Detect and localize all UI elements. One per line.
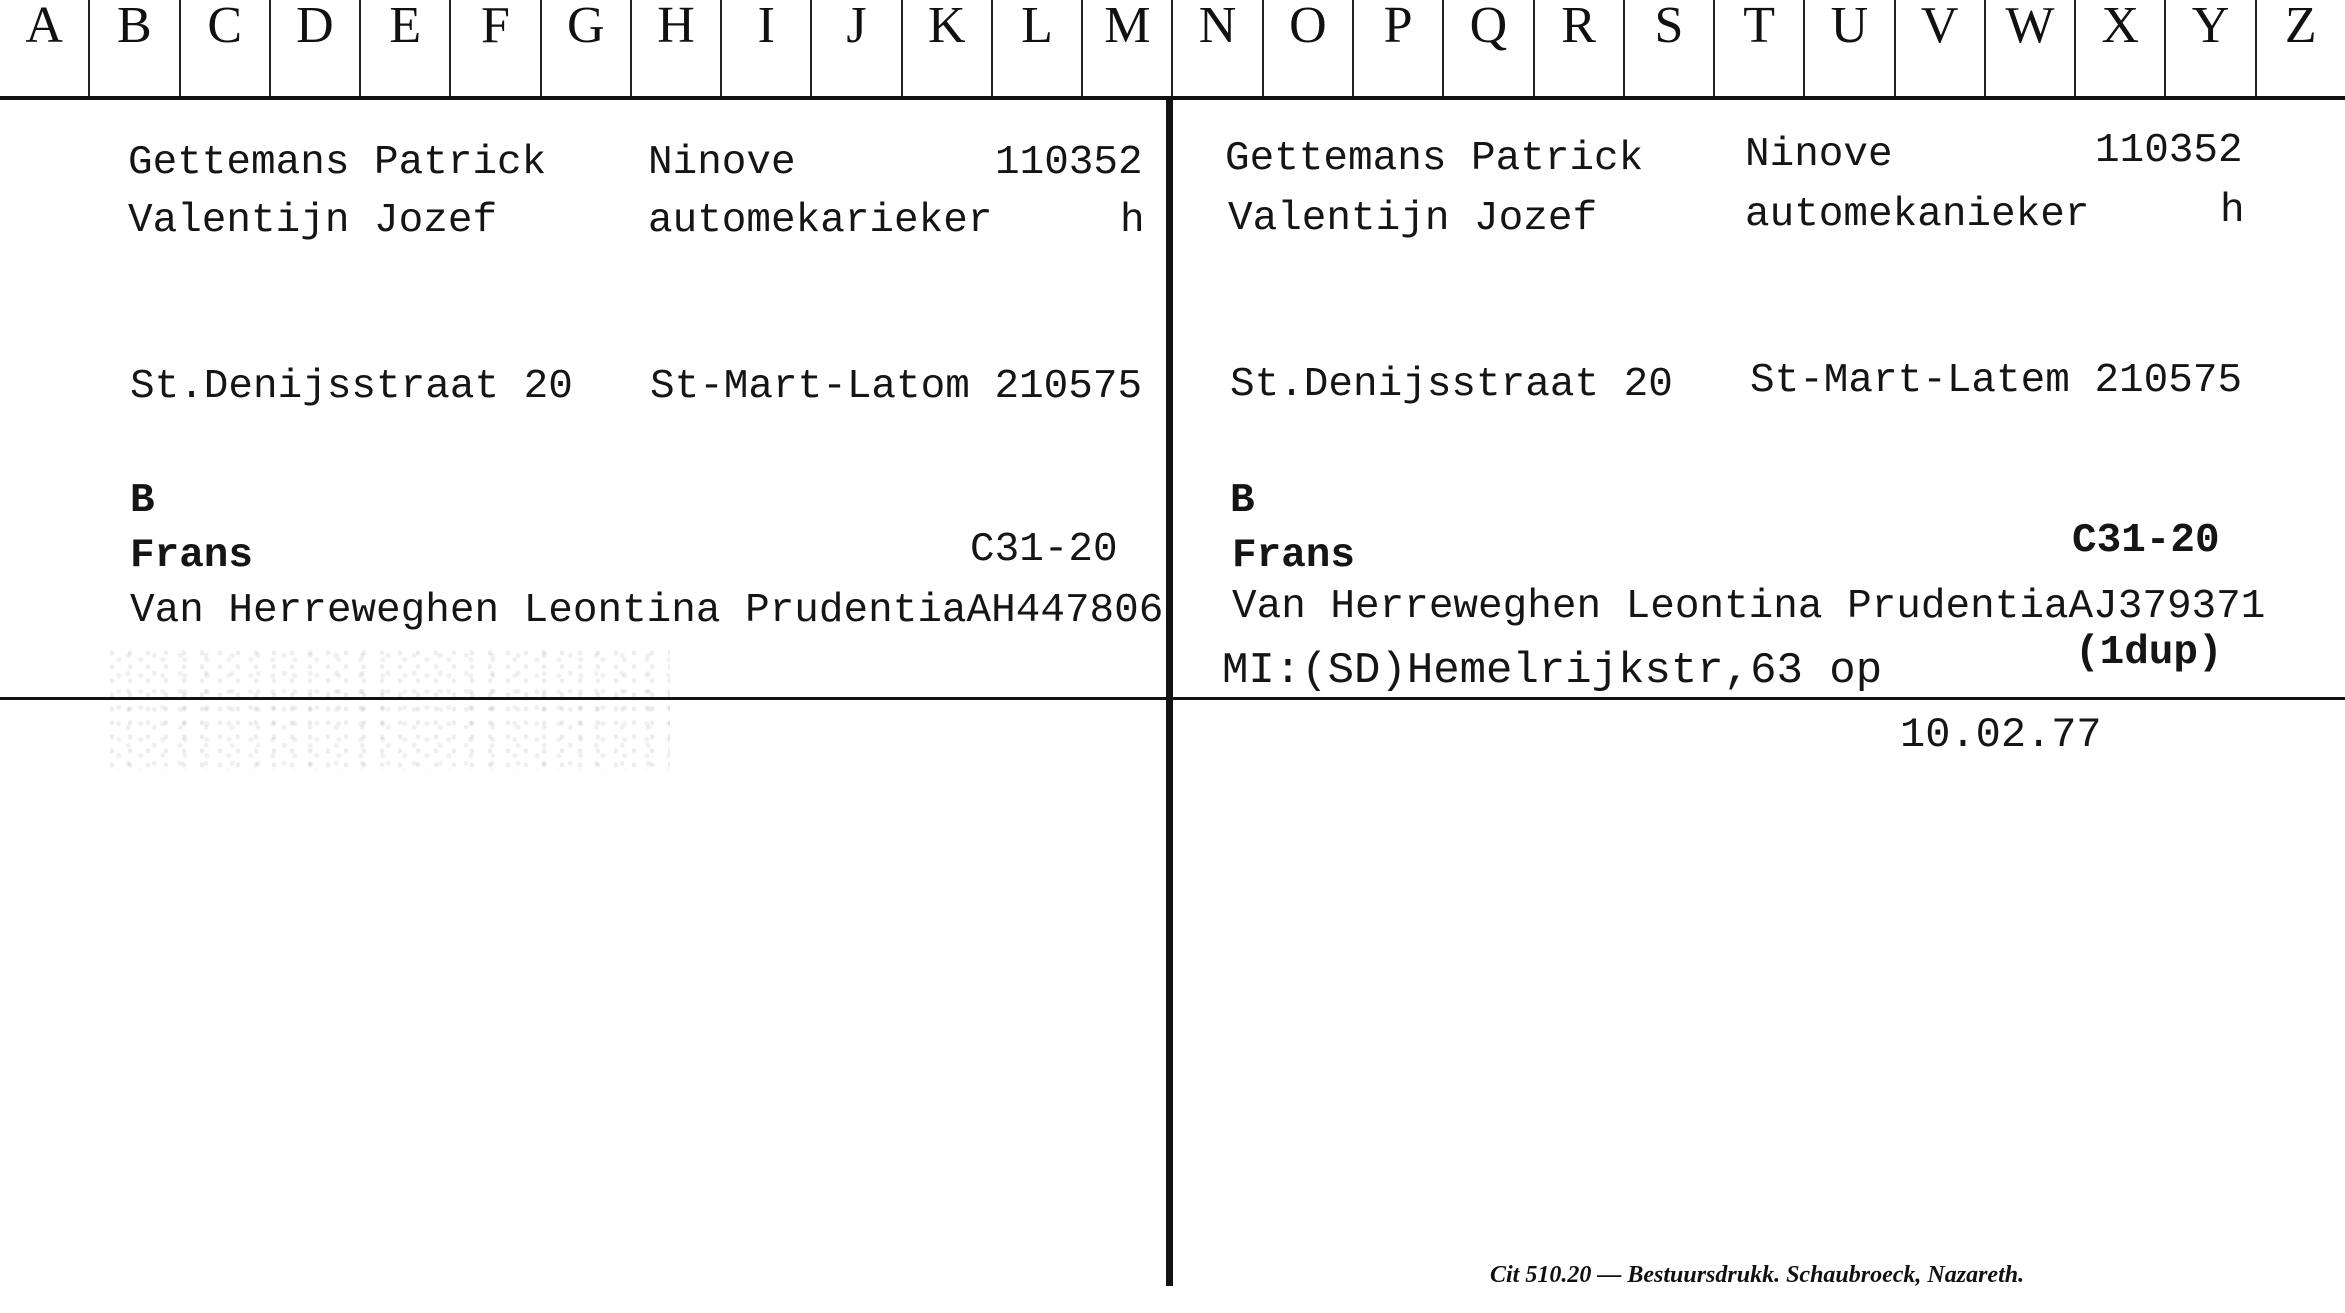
right-date: 10.02.77 (1900, 711, 2102, 759)
left-code: 110352 (995, 140, 1143, 186)
right-first-name: Frans (1232, 533, 1356, 579)
index-letter-b: B (90, 0, 180, 96)
left-parent: Valentijn Jozef (128, 198, 498, 244)
index-letter-q: Q (1444, 0, 1534, 96)
index-letter-x: X (2076, 0, 2166, 96)
right-marker: h (2220, 188, 2245, 234)
index-letter-m: M (1083, 0, 1173, 96)
left-letter: B (130, 478, 155, 524)
right-name: Gettemans Patrick (1225, 136, 1644, 182)
right-spouse-line: Van Herreweghen Leontina PrudentiaAJ379371 (1232, 584, 2266, 630)
left-address: St.Denijsstraat 20 (130, 364, 573, 410)
index-letter-h: H (632, 0, 722, 96)
index-letter-u: U (1805, 0, 1895, 96)
index-letter-o: O (1264, 0, 1354, 96)
index-letter-s: S (1625, 0, 1715, 96)
index-letter-d: D (271, 0, 361, 96)
left-city: Ninove (648, 140, 796, 186)
left-first-name: Frans (130, 533, 254, 579)
index-letter-l: L (993, 0, 1083, 96)
faded-smudge (110, 650, 670, 770)
index-letter-y: Y (2166, 0, 2256, 96)
printer-imprint: Cit 510.20 — Bestuursdrukk. Schaubroeck, Nazareth. (1490, 1262, 2025, 1288)
index-letter-f: F (451, 0, 541, 96)
index-letter-p: P (1354, 0, 1444, 96)
left-ref: C31-20 (970, 527, 1118, 573)
right-ref: C31-20 (2072, 518, 2220, 564)
index-letter-v: V (1896, 0, 1986, 96)
left-spouse-line: Van Herreweghen Leontina PrudentiaAH447806 (130, 588, 1164, 634)
left-place: St-Mart-Latom 210575 (650, 364, 1143, 410)
index-letter-g: G (542, 0, 632, 96)
right-occupation: automekanieker (1745, 192, 2090, 238)
right-dup-note: (1dup) (2075, 630, 2223, 676)
index-letter-n: N (1173, 0, 1263, 96)
index-letter-a: A (0, 0, 90, 96)
index-letter-c: C (181, 0, 271, 96)
index-letter-z: Z (2284, 0, 2317, 54)
left-marker: h (1120, 198, 1145, 244)
index-letter-r: R (1535, 0, 1625, 96)
right-code: 110352 (2095, 128, 2243, 174)
right-letter: B (1230, 478, 1255, 524)
right-parent: Valentijn Jozef (1228, 196, 1598, 242)
center-divider (1166, 96, 1173, 1286)
index-letter-j: J (812, 0, 902, 96)
index-letter-w: W (1986, 0, 2076, 96)
alphabet-index-bar (0, 0, 2345, 100)
index-letter-i: I (722, 0, 812, 96)
right-address: St.Denijsstraat 20 (1230, 362, 1673, 408)
index-letter-e: E (361, 0, 451, 96)
right-city: Ninove (1745, 132, 1893, 178)
index-letter-t: T (1715, 0, 1805, 96)
right-place: St-Mart-Latem 210575 (1750, 358, 2243, 404)
left-occupation: automekarieker (648, 198, 993, 244)
right-mi-line: MI:(SD)Hemelrijkstr,63 op (1222, 646, 1883, 696)
left-name: Gettemans Patrick (128, 140, 547, 186)
index-letter-k: K (903, 0, 993, 96)
